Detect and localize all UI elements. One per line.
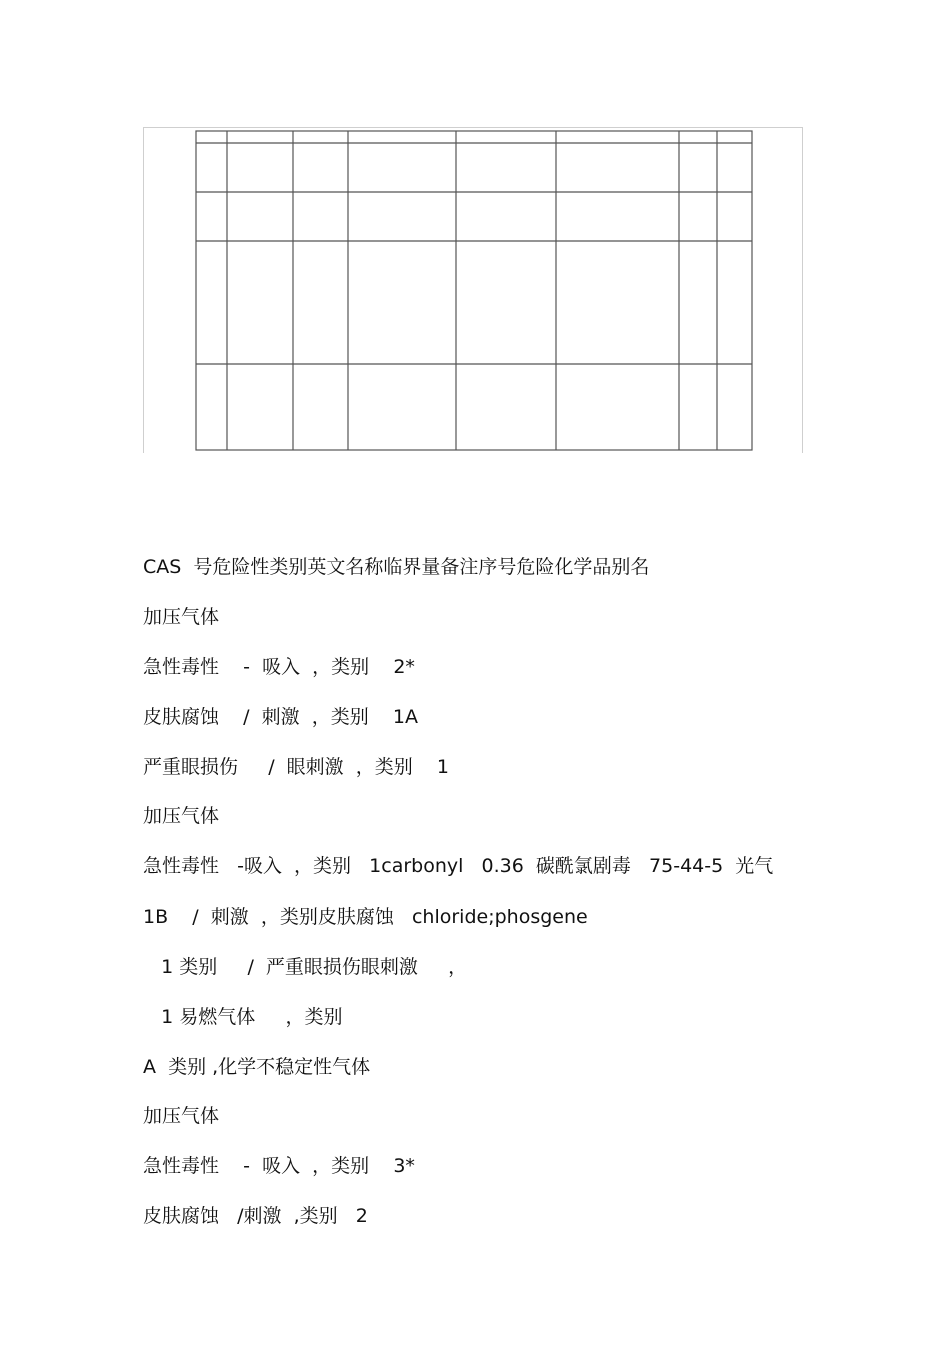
text-line: 加压气体 (143, 805, 220, 827)
text-line: 严重眼损伤 / 眼刺激 ，类别 1 (143, 756, 450, 778)
text-line: 急性毒性 -吸入 ，类别 1carbonyl 0.36 碳酰氯剧毒 75-44-5 光气 (143, 855, 774, 877)
text-line: A 类别 ,化学不稳定性气体 (143, 1056, 371, 1078)
text-line: 加压气体 (143, 1105, 220, 1127)
text-line-header: CAS 号危险性类别英文名称临界量备注序号危险化学品别名 (143, 556, 650, 578)
text-line: 急性毒性 - 吸入 ，类别 2* (143, 656, 415, 678)
text-line: 1B / 刺激 ，类别皮肤腐蚀 chloride;phosgene (143, 906, 588, 928)
text-line: 急性毒性 - 吸入 ，类别 3* (143, 1155, 415, 1177)
text-line: 皮肤腐蚀 / 刺激 ，类别 1A (143, 706, 418, 728)
text-line: 1 易燃气体 ，类别 (143, 1006, 343, 1028)
text-line: 皮肤腐蚀 /刺激 ,类别 2 (143, 1205, 368, 1227)
text-line: 加压气体 (143, 606, 220, 628)
table-outline (196, 131, 752, 450)
empty-table-grid (0, 0, 950, 460)
text-line: 1 类别 / 严重眼损伤眼刺激 ， (143, 956, 468, 978)
